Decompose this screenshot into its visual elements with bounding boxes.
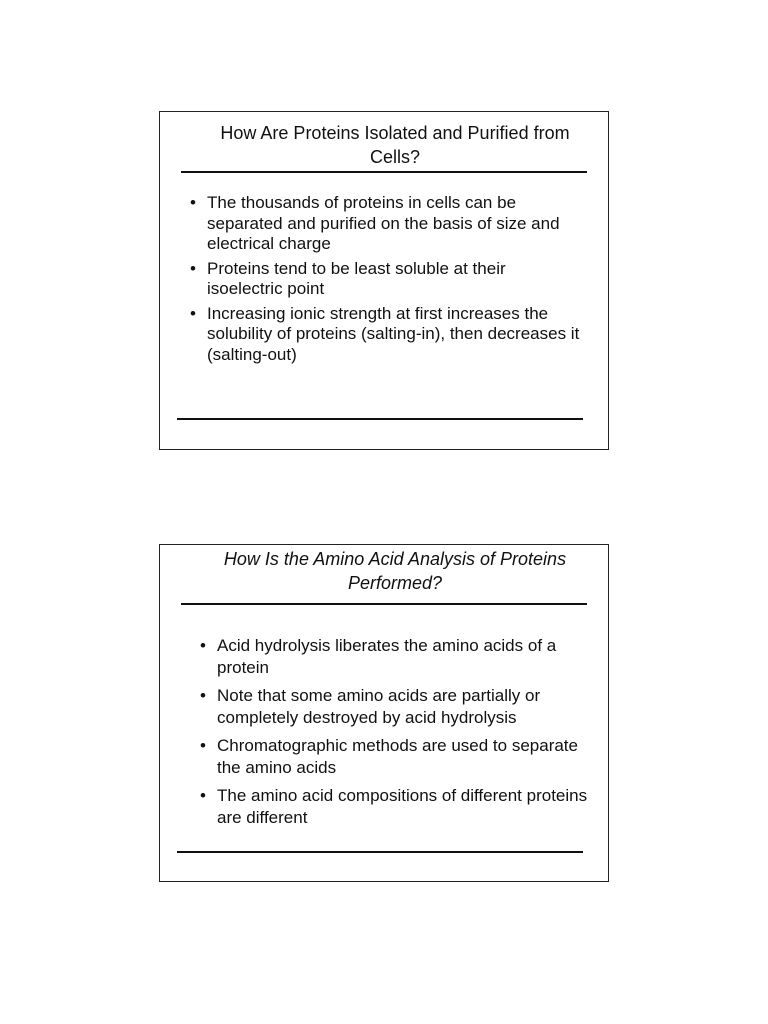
slide-2-footer-divider	[177, 851, 583, 853]
list-item	[200, 635, 595, 679]
list-item	[200, 735, 595, 779]
slide-2-title-line-1: How Is the Amino Acid Analysis of Proteins	[223, 549, 567, 569]
bullet-icon: •	[200, 636, 206, 655]
list-item	[200, 785, 595, 829]
slide-2-bullet-list	[200, 635, 595, 835]
bullet-text: The amino acid compositions of different proteins are different	[217, 786, 588, 827]
list-item	[190, 304, 585, 366]
bullet-icon: •	[200, 786, 206, 805]
bullet-icon: •	[190, 258, 196, 278]
bullet-icon: •	[190, 193, 196, 212]
slide-1-bullet-list	[190, 193, 585, 369]
bullet-text: Acid hydrolysis liberates the amino acids of a protein	[217, 636, 557, 677]
slide-1-title-divider	[181, 171, 587, 173]
slide-1-title	[190, 121, 600, 169]
slide-2	[159, 544, 609, 882]
bullet-text: The thousands of proteins in cells can be separated and purified on the basis of size and electrical charge	[207, 193, 560, 253]
slide-1-title-line-1: How Are Proteins Isolated and Purified from	[220, 123, 570, 143]
slide-1-footer-divider	[177, 418, 583, 420]
bullet-icon: •	[200, 736, 206, 755]
slide-2-title-divider	[181, 603, 587, 605]
bullet-icon: •	[190, 303, 196, 323]
list-item	[190, 193, 585, 255]
bullet-text: Increasing ionic strength at first increases the solubility of proteins (salting-in), then decreases it (salting-out)	[207, 303, 580, 364]
slide-1	[159, 111, 609, 450]
bullet-text: Proteins tend to be least soluble at their isoelectric point	[207, 258, 506, 298]
slide-2-title	[190, 547, 600, 595]
list-item	[200, 685, 595, 729]
bullet-text: Note that some amino acids are partially or completely destroyed by acid hydrolysis	[217, 686, 541, 727]
slide-2-title-line-2: Performed?	[347, 573, 443, 593]
list-item	[190, 259, 585, 300]
bullet-icon: •	[200, 686, 206, 705]
bullet-text: Chromatographic methods are used to separate the amino acids	[217, 736, 578, 777]
slide-1-title-line-2: Cells?	[369, 147, 421, 167]
